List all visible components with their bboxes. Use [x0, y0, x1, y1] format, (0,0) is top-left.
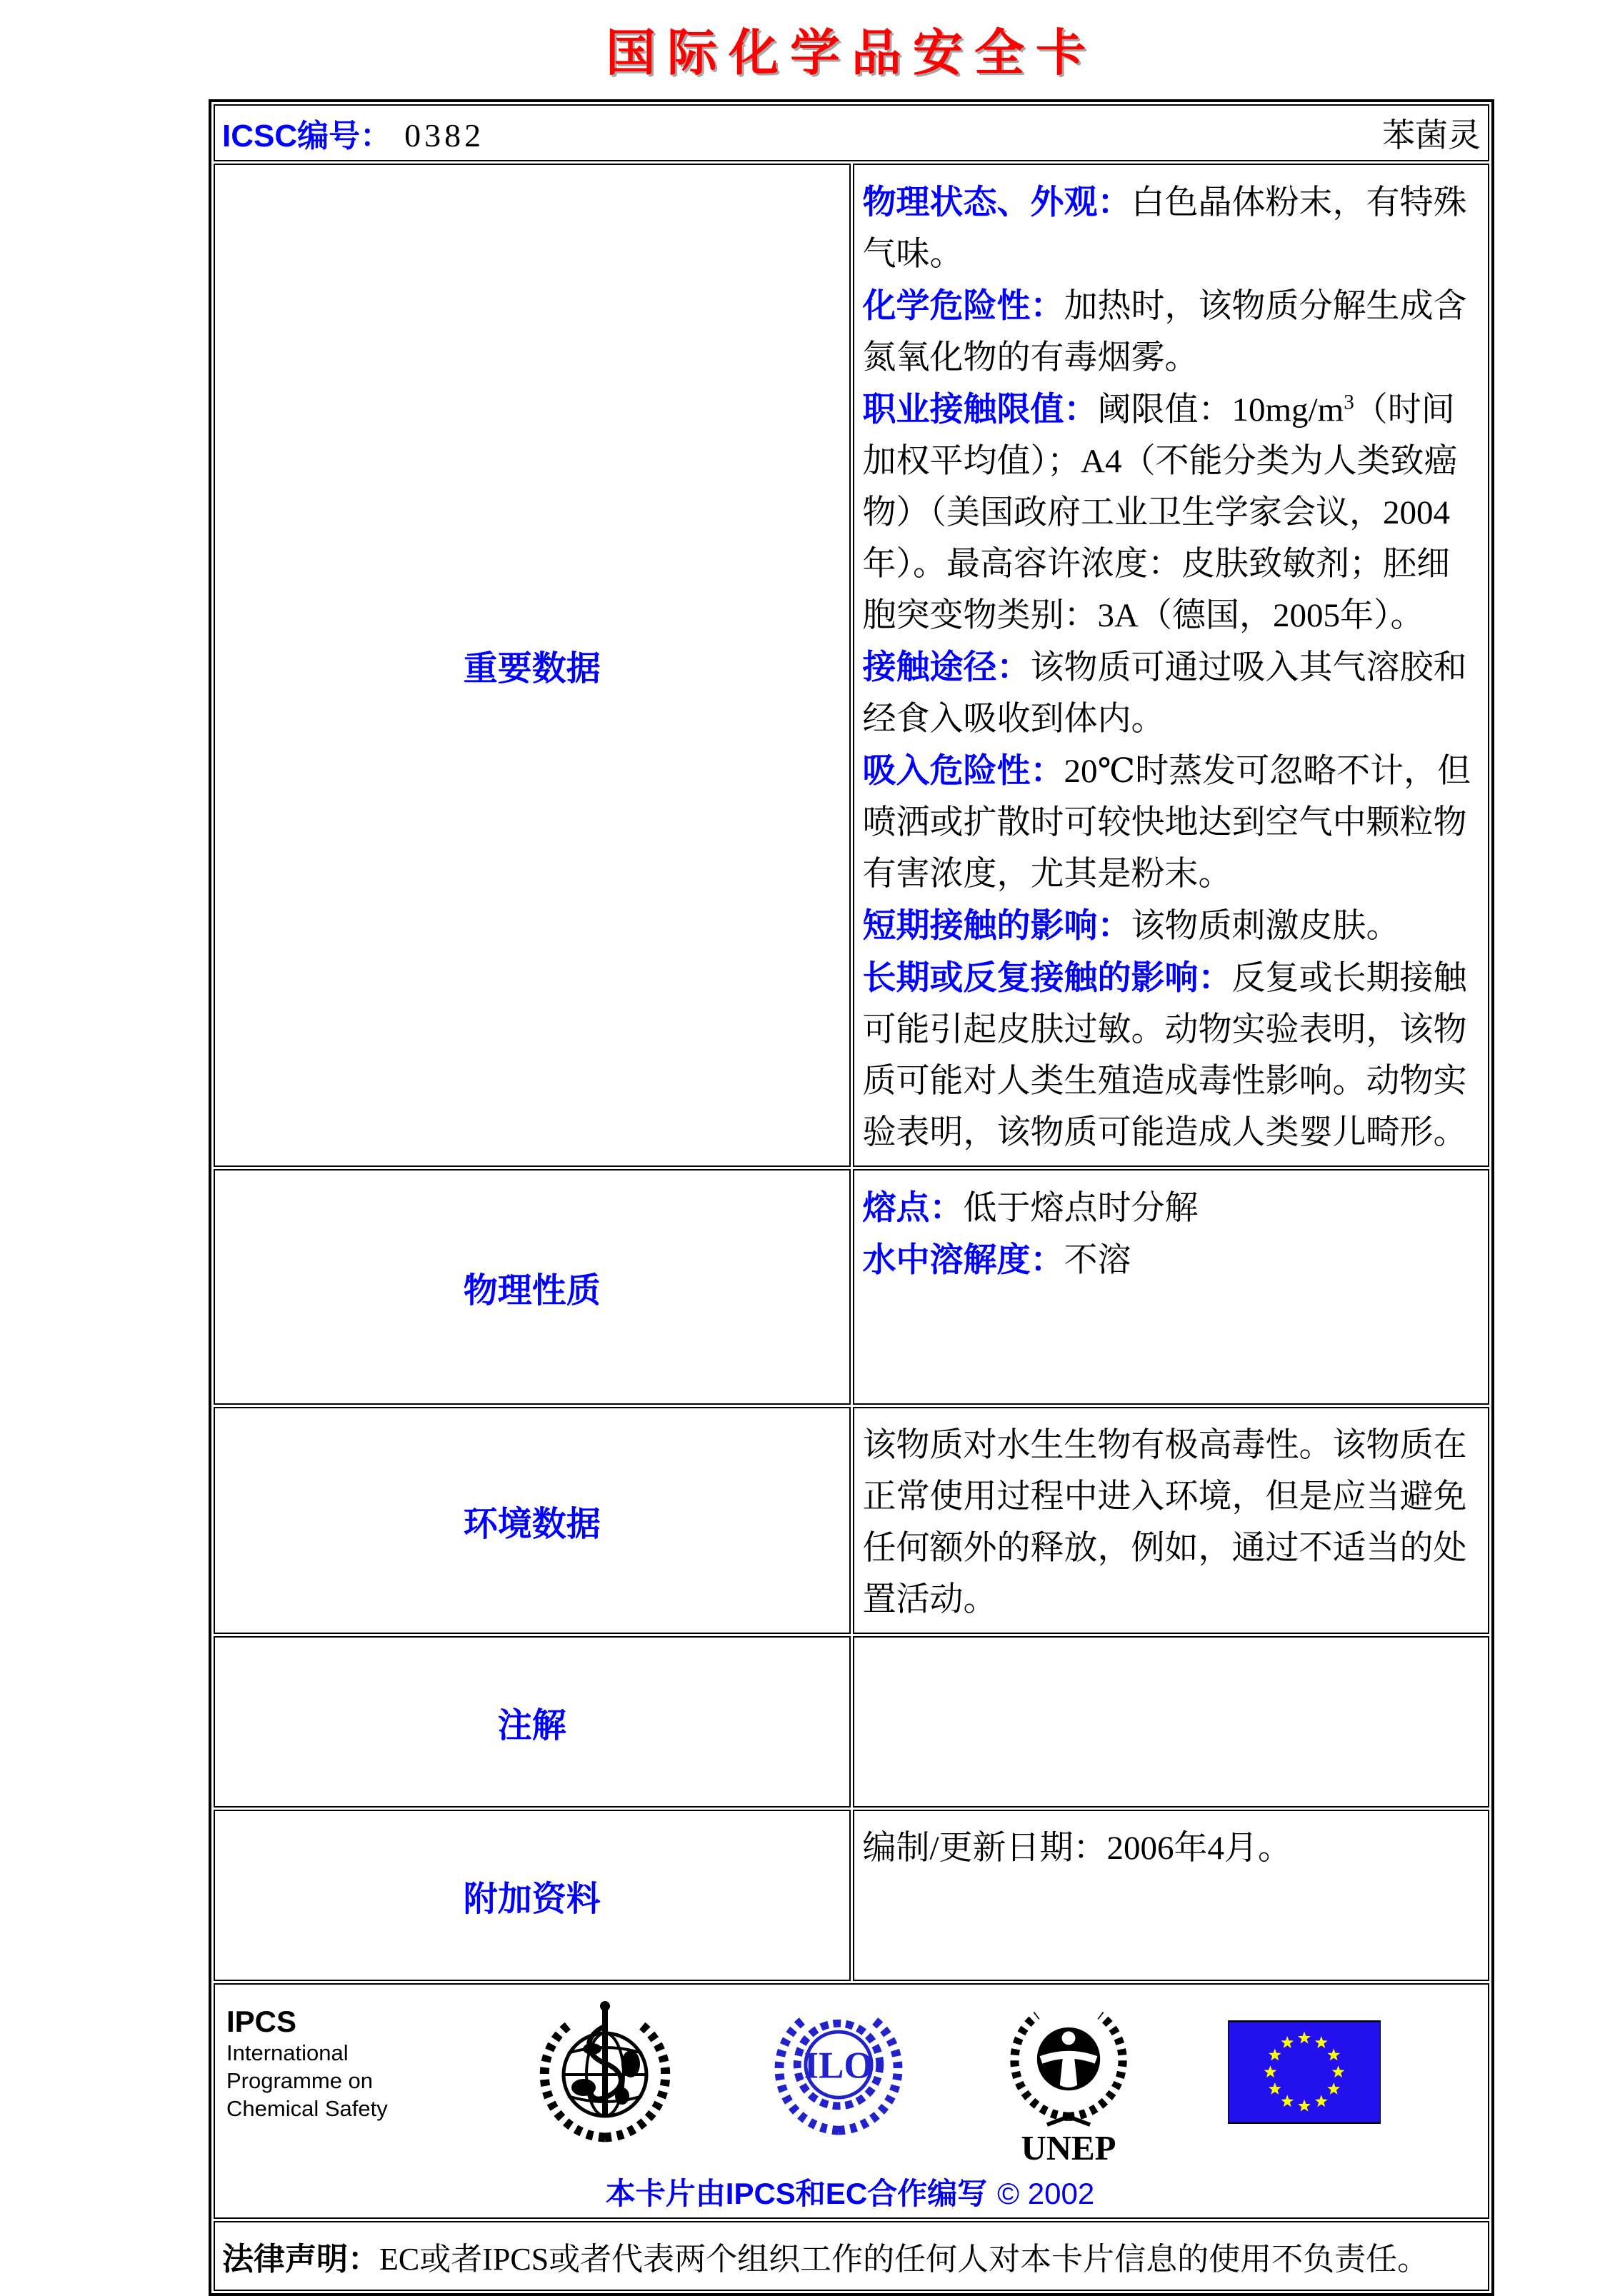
field-text: （时间加权平均值）；A4（不能分类为人类致癌物）（美国政府工业卫生学家会议，2004年）。最高容许浓度：皮肤致敏剂；胚细胞突变物类别：3A（德国，2005年）。: [862, 391, 1458, 634]
section-content-physical: [853, 1169, 1490, 1405]
important-data-row: [214, 164, 1489, 1167]
section-label-additional: 附加资料: [214, 1810, 851, 1981]
field-label: 长期或反复接触的影响：: [862, 958, 1232, 996]
legal-label: 法律声明：: [222, 2242, 379, 2277]
field-text: 编制/更新日期：2006年4月。: [862, 1830, 1292, 1867]
section-content-important: [853, 164, 1490, 1167]
data-item: [863, 900, 1480, 952]
chemical-name: 苯菌灵: [1382, 117, 1481, 154]
field-label: 接触途径：: [862, 648, 1031, 686]
field-text: 该物质对水生生物有极高毒性。该物质在正常使用过程中进入环境，但是应当避免任何额外的释放，例如，通过不适当的处置活动。: [862, 1427, 1467, 1618]
eu-flag-wrap: [1228, 2020, 1381, 2124]
icsc-card-table: [209, 99, 1494, 2296]
section-content-environment: [853, 1407, 1490, 1634]
field-label: 短期接触的影响：: [862, 906, 1131, 944]
icsc-number-value: 0382: [404, 117, 485, 154]
field-text: 不溶: [1064, 1242, 1131, 1279]
field-label: 职业接触限值：: [862, 390, 1098, 428]
data-item: [863, 1234, 1480, 1286]
field-label: 吸入危险性：: [862, 751, 1064, 789]
section-content-additional: [853, 1810, 1490, 1981]
field-text: 白色晶体粉末，有特殊气味。: [862, 184, 1467, 273]
additional-info-row: [214, 1810, 1489, 1981]
ipcs-line: Programme on: [226, 2068, 374, 2093]
credit-text: 本卡片由IPCS和EC合作编写: [605, 2177, 988, 2210]
field-label: 熔点：: [862, 1188, 964, 1226]
data-item: [863, 280, 1480, 383]
legal-row: [214, 2221, 1489, 2291]
field-label: 化学危险性：: [862, 286, 1064, 324]
logos-cell: [214, 1983, 1489, 2219]
who-logo-icon: [534, 1996, 676, 2146]
logos-row: [214, 1983, 1489, 2219]
field-text: 反复或长期接触可能引起皮肤过敏。动物实验表明，该物质可能对人类生殖造成毒性影响。动物实验表明，该物质可能造成人类婴儿畸形。: [862, 960, 1467, 1151]
ipcs-line: International: [226, 2040, 349, 2065]
notes-row: [214, 1636, 1489, 1808]
field-text: 该物质刺激皮肤。: [1131, 908, 1400, 945]
page-title: 国际化学品安全卡: [606, 25, 1097, 81]
section-label-physical: 物理性质: [214, 1169, 851, 1405]
data-item: [863, 952, 1480, 1158]
credit-line: [226, 2170, 1474, 2213]
header-cell: [214, 104, 1489, 161]
data-item: [863, 383, 1480, 641]
data-item: [863, 1420, 1480, 1625]
data-item: [863, 176, 1480, 280]
data-item: [863, 1182, 1480, 1234]
ilo-monogram: ILO: [804, 2045, 874, 2087]
icsc-number-group: [222, 110, 484, 156]
unep-caption: UNEP: [1020, 2128, 1116, 2167]
ipcs-text-block: [226, 1996, 441, 2122]
field-label: 水中溶解度：: [862, 1240, 1064, 1278]
field-label: 物理状态、外观：: [862, 183, 1131, 221]
legal-cell: [214, 2221, 1489, 2291]
ipcs-title: IPCS: [226, 2005, 297, 2038]
ilo-logo-icon: [769, 1996, 909, 2139]
icsc-number-label: ICSC编号：: [222, 119, 392, 154]
superscript: 3: [1344, 391, 1354, 414]
copyright-text: © 2002: [997, 2177, 1095, 2210]
header-row: [214, 104, 1489, 161]
data-item: [863, 745, 1480, 900]
section-content-notes: [853, 1636, 1490, 1808]
section-label-notes: 注解: [214, 1636, 851, 1808]
legal-text: EC或者IPCS或者代表两个组织工作的任何人对本卡片信息的使用不负责任。: [379, 2242, 1429, 2277]
environmental-data-row: [214, 1407, 1489, 1634]
ipcs-line: Chemical Safety: [226, 2096, 388, 2121]
field-text: 该物质可通过吸入其气溶胶和经食入吸收到体内。: [862, 649, 1467, 738]
field-text: 低于熔点时分解: [963, 1190, 1199, 1227]
field-text: 20℃时蒸发可忽略不计，但喷洒或扩散时可较快地达到空气中颗粒物有害浓度，尤其是粉末。: [862, 753, 1471, 893]
physical-properties-row: [214, 1169, 1489, 1405]
data-item: [863, 1823, 1480, 1874]
data-item: [863, 641, 1480, 745]
section-label-important: 重要数据: [214, 164, 851, 1167]
eu-flag-icon: [1228, 2020, 1381, 2124]
field-text: 加热时，该物质分解生成含氮氧化物的有毒烟雾。: [862, 288, 1467, 376]
section-label-environment: 环境数据: [214, 1407, 851, 1634]
field-text: 阈限值：10mg/m: [1097, 391, 1344, 428]
unep-logo-icon: [1001, 1996, 1136, 2167]
